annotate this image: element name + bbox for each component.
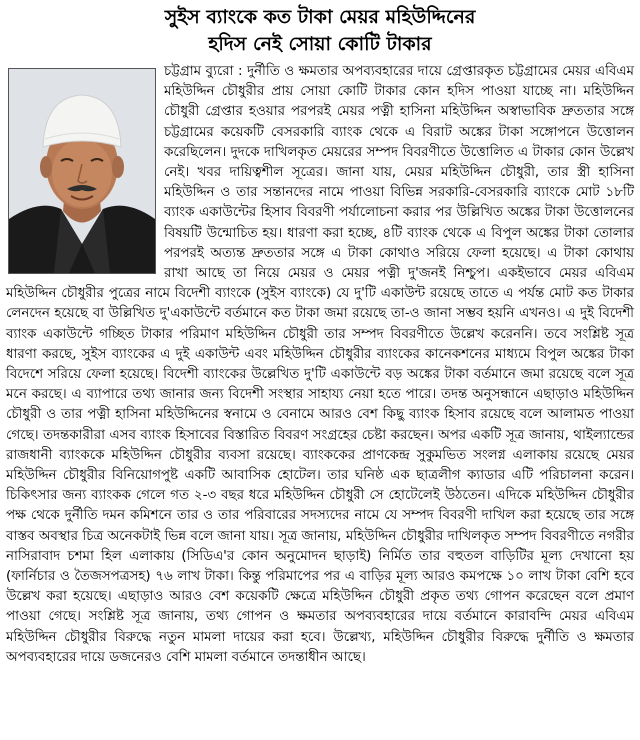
article-body: [6, 62, 634, 668]
headline-line-1: সুইস ব্যাংকে কত টাকা মেয়র মহিউদ্দিনের: [164, 6, 476, 28]
portrait-photo: [8, 68, 156, 274]
article-text: চট্টগ্রাম ব্যুরো : দুর্নীতি ও ক্ষমতার অপব্যবহারের দায়ে গ্রেপ্তারকৃত চট্টগ্রামের মেয়র এবিএম মহিউদ্দিন চৌধুরীর প্রায় সোয়া কোটি টাকার কোন হদিস পাওয়া যাচ্ছে না। মহিউদ্দিন চৌধুরী গ্রেপ্তার হওয়ার পরপরই মেয়র পত্নী হাসিনা মহিউদ্দিন অস্বাভাবিক দ্রুততার সঙ্গে চট্টগ্রামের কয়েকটি বেসরকারি ব্যাংক থেকে এ বিরাট অঙ্কের টাকা সঙ্গোপনে উত্তোলন করেছিলেন। দুদকে দাখিলকৃত মেয়রের সম্পদ বিবরণীতে উত্তোলিত এ টাকার কোন উল্লেখ নেই। খবর দায়িত্বশীল সূত্রের। জানা যায়, মেয়র মহিউদ্দিন চৌধুরী, তার স্ত্রী হাসিনা মহিউদ্দিন ও তার সন্তানদের নামে পাওয়া বিভিন্ন সরকারি-বেসরকারি ব্যাংকে মোট ১৮টি ব্যাংক একাউন্টের হিসাব বিবরণী পর্যালোচনা করার পর উল্লিখিত অঙ্কের টাকা উত্তোলনের বিষয়টি উন্মোচিত হয়। ধারণা করা হচ্ছে, ৪টি ব্যাংক থেকে এ বিপুল অঙ্কের টাকা তোলার পরপরই অত্যন্ত দ্রুততার সঙ্গে এ টাকা কোথাও সরিয়ে ফেলা হয়েছে। এ টাকা কোথায় রাখা আছে তা নিয়ে মেয়র ও মেয়র পত্নী দু'জনই নিশ্চুপ। একইভাবে মেয়র এবিএম মহিউদ্দিন চৌধুরীর পুত্রের নামে বিদেশী ব্যাংকে (সুইস ব্যাংকে) যে দু'টি একাউন্ট রয়েছে তাতে এ পর্যন্ত মোট কত টাকার লেনদেন হয়েছে বা উল্লিখিত দু'একাউন্টে বর্তমানে কত টাকা জমা রয়েছে তা-ও জানা সম্ভব হয়নি এখনও। এ দুই বিদেশী ব্যাংক একাউন্টে গচ্ছিত টাকার পরিমাণ মহিউদ্দিন চৌধুরী তার সম্পদ বিবরণীতে উল্লেখ করেননি। তবে সংশ্লিষ্ট সূত্র ধারণা করছে, সুইস ব্যাংকের এ দুই একাউন্ট এবং মহিউদ্দিন চৌধুরীর ব্যাংকের কানেকশনের মাধ্যমে বিপুল অঙ্কের টাকা বিদেশে সরিয়ে ফেলা হয়েছে। বিদেশী ব্যাংকের উল্লেখিত দু'টি একাউন্টে বড় অঙ্কের টাকা বর্তমানে জমা রয়েছে বলে সূত্র মনে করছে। এ ব্যাপারে তথ্য জানার জন্য বিদেশী সংস্থার সাহায্য নেয়া হতে পারে। তদন্ত অনুসন্ধানে এছাড়াও মহিউদ্দিন চৌধুরী ও তার পত্নী হাসিনা মহিউদ্দিনের স্বনামে ও বেনামে আরও বেশ কিছু ব্যাংক হিসাব রয়েছে বলে আলামত পাওয়া গেছে। তদন্তকারীরা এসব ব্যাংক হিসাবের বিস্তারিত বিবরণ সংগ্রহের চেষ্টা করছেন। অপর একটি সূত্র জানায়, থাইল্যান্ডের রাজধানী ব্যাংককে মহিউদ্দিন চৌধুরীর ব্যবসা রয়েছে। ব্যাংককের প্রাণকেন্দ্র সুকুমভিত সংলগ্ন এলাকায় রয়েছে মেয়র মহিউদ্দিন চৌধুরীর বিনিয়োগপুষ্ট একটি আবাসিক হোটেল। তার ঘনিষ্ঠ এক ছাত্রলীগ ক্যাডার এটি পরিচালনা করেন। চিকিৎসার জন্য ব্যাংকক গেলে গত ২-৩ বছর ধরে মহিউদ্দিন চৌধুরী সে হোটেলেই উঠতেন। এদিকে মহিউদ্দিন চৌধুরীর পক্ষ থেকে দুর্নীতি দমন কমিশনে তার ও তার পরিবারের সদস্যদের নামে যে সম্পদ বিবরণী দাখিল করা হয়েছে তার সঙ্গে বাস্তব অবস্থার চিত্র অনেকটাই ভিন্ন বলে জানা যায়। সূত্র জানায়, মহিউদ্দিন চৌধুরীর দাখিলকৃত সম্পদ বিবরণীতে নগরীর নাসিরাবাদ চশমা হিল এলাকায় (সিডিএ'র কোন অনুমোদন ছাড়াই) নির্মিত তার বহুতল বাড়িটির মূল্য দেখানো হয় (ফার্নিচার ও তৈজসপত্রসহ) ৭৬ লাখ টাকা। কিন্তু পরিমাপের পর এ বাড়ির মূল্য আরও কমপক্ষে ১০ লাখ টাকা বেশি হবে উল্লেখ করা হয়েছে। এছাড়াও আরও বেশ কয়েকটি ক্ষেত্রে মহিউদ্দিন চৌধুরী প্রকৃত তথ্য গোপন করেছেন বলে প্রমাণ পাওয়া গেছে। সংশ্লিষ্ট সূত্র জানায়, তথ্য গোপন ও ক্ষমতার অপব্যবহারের দায়ে বর্তমানে কারাবন্দি মেয়র এবিএম মহিউদ্দিন চৌধুরীর বিরুদ্ধে নতুন মামলা দায়ের করা হবে। উল্লেখ্য, মহিউদ্দিন চৌধুরীর বিরুদ্ধে দুর্নীতি ও ক্ষমতার অপব্যবহারের দায়ে ডজনেরও বেশি মামলা বর্তমানে তদন্তাধীন আছে।: [6, 64, 634, 665]
headline-line-2: হদিস নেই সোয়া কোটি টাকার: [208, 33, 432, 55]
headline: [6, 4, 634, 58]
portrait-illustration: [9, 69, 155, 273]
